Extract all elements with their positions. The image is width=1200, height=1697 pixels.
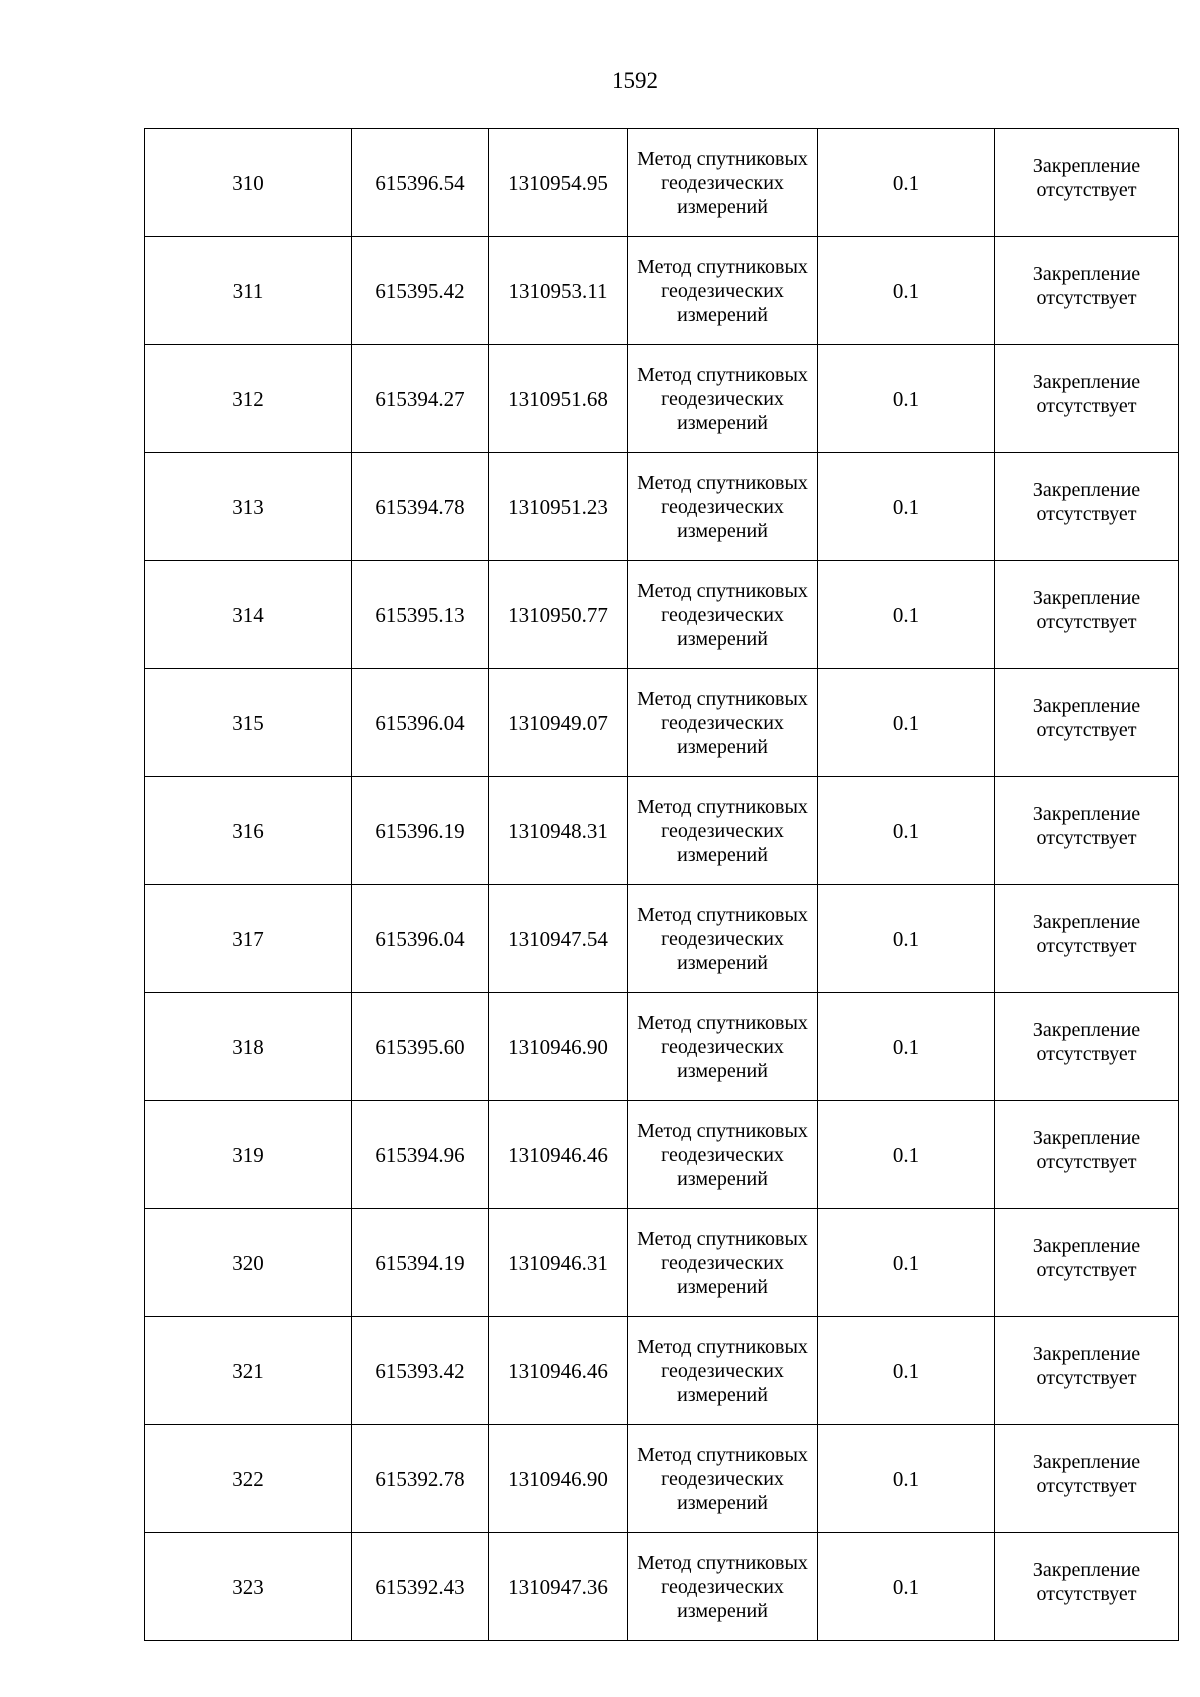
- accuracy-cell: [818, 237, 995, 345]
- table-row: [145, 1209, 1179, 1317]
- fixing-cell: [995, 1101, 1179, 1209]
- method-cell: [628, 669, 818, 777]
- x-coordinate-cell: [352, 669, 489, 777]
- x-coordinate: 615395.60: [375, 1034, 465, 1059]
- table-row: [145, 1101, 1179, 1209]
- x-coordinate-cell: [352, 237, 489, 345]
- fixing-text: Закрепление отсутствует: [1032, 694, 1141, 741]
- x-coordinate-cell: [352, 885, 489, 993]
- table-row: [145, 1533, 1179, 1641]
- x-coordinate: 615394.27: [375, 386, 465, 411]
- y-coordinate: 1310951.23: [508, 494, 608, 519]
- y-coordinate: 1310948.31: [508, 818, 608, 843]
- accuracy-value: 0.1: [892, 1574, 920, 1599]
- point-number-cell: [145, 561, 352, 669]
- fixing-text: Закрепление отсутствует: [1032, 478, 1141, 525]
- accuracy-cell: [818, 1209, 995, 1317]
- y-coordinate: 1310946.90: [508, 1034, 608, 1059]
- point-number: 317: [232, 926, 264, 951]
- fixing-cell: [995, 1425, 1179, 1533]
- point-number-cell: [145, 885, 352, 993]
- x-coordinate: 615394.19: [375, 1250, 465, 1275]
- accuracy-cell: [818, 1317, 995, 1425]
- fixing-text: Закрепление отсутствует: [1032, 910, 1141, 957]
- y-coordinate: 1310947.36: [508, 1574, 608, 1599]
- method-text: Метод спутниковых геодезических измерений: [637, 1227, 808, 1298]
- table-row: [145, 345, 1179, 453]
- method-text: Метод спутниковых геодезических измерений: [637, 363, 808, 434]
- x-coordinate-cell: [352, 993, 489, 1101]
- x-coordinate-cell: [352, 453, 489, 561]
- accuracy-value: 0.1: [892, 602, 920, 627]
- point-number: 323: [232, 1574, 264, 1599]
- coordinates-table: [144, 128, 1179, 1641]
- x-coordinate: 615394.96: [375, 1142, 465, 1167]
- y-coordinate-cell: [489, 1209, 628, 1317]
- table-row: [145, 1425, 1179, 1533]
- x-coordinate-cell: [352, 1209, 489, 1317]
- point-number: 311: [232, 278, 264, 303]
- fixing-cell: [995, 1317, 1179, 1425]
- accuracy-value: 0.1: [892, 818, 920, 843]
- y-coordinate-cell: [489, 777, 628, 885]
- method-text: Метод спутниковых геодезических измерений: [637, 1551, 808, 1622]
- x-coordinate-cell: [352, 561, 489, 669]
- fixing-text: Закрепление отсутствует: [1032, 1018, 1141, 1065]
- accuracy-value: 0.1: [892, 386, 920, 411]
- y-coordinate-cell: [489, 1533, 628, 1641]
- point-number: 316: [232, 818, 264, 843]
- y-coordinate: 1310950.77: [508, 602, 608, 627]
- fixing-cell: [995, 453, 1179, 561]
- method-cell: [628, 1209, 818, 1317]
- method-text: Метод спутниковых геодезических измерений: [637, 1011, 808, 1082]
- fixing-cell: [995, 129, 1179, 237]
- fixing-text: Закрепление отсутствует: [1032, 1450, 1141, 1497]
- accuracy-value: 0.1: [892, 1466, 920, 1491]
- fixing-cell: [995, 777, 1179, 885]
- point-number: 318: [232, 1034, 264, 1059]
- point-number: 319: [232, 1142, 264, 1167]
- method-text: Метод спутниковых геодезических измерений: [637, 147, 808, 218]
- accuracy-value: 0.1: [892, 1034, 920, 1059]
- point-number-cell: [145, 669, 352, 777]
- x-coordinate: 615396.04: [375, 926, 465, 951]
- method-text: Метод спутниковых геодезических измерений: [637, 255, 808, 326]
- y-coordinate-cell: [489, 885, 628, 993]
- fixing-cell: [995, 1209, 1179, 1317]
- accuracy-cell: [818, 777, 995, 885]
- accuracy-value: 0.1: [892, 278, 920, 303]
- fixing-text: Закрепление отсутствует: [1032, 370, 1141, 417]
- point-number-cell: [145, 1101, 352, 1209]
- method-cell: [628, 1425, 818, 1533]
- x-coordinate: 615396.19: [375, 818, 465, 843]
- x-coordinate: 615392.43: [375, 1574, 465, 1599]
- y-coordinate-cell: [489, 561, 628, 669]
- y-coordinate: 1310954.95: [508, 170, 608, 195]
- fixing-cell: [995, 885, 1179, 993]
- x-coordinate-cell: [352, 1317, 489, 1425]
- x-coordinate: 615395.13: [375, 602, 465, 627]
- point-number: 314: [232, 602, 264, 627]
- x-coordinate: 615396.54: [375, 170, 465, 195]
- method-cell: [628, 561, 818, 669]
- table-row: [145, 993, 1179, 1101]
- x-coordinate: 615395.42: [375, 278, 465, 303]
- point-number-cell: [145, 993, 352, 1101]
- x-coordinate-cell: [352, 1101, 489, 1209]
- accuracy-cell: [818, 345, 995, 453]
- point-number: 321: [232, 1358, 264, 1383]
- fixing-cell: [995, 993, 1179, 1101]
- point-number: 310: [232, 170, 264, 195]
- point-number: 322: [232, 1466, 264, 1491]
- x-coordinate-cell: [352, 1425, 489, 1533]
- accuracy-value: 0.1: [892, 1358, 920, 1383]
- table-row: [145, 129, 1179, 237]
- coordinates-table-body: [145, 129, 1179, 1641]
- accuracy-value: 0.1: [892, 170, 920, 195]
- y-coordinate-cell: [489, 237, 628, 345]
- accuracy-cell: [818, 885, 995, 993]
- accuracy-cell: [818, 453, 995, 561]
- table-row: [145, 885, 1179, 993]
- fixing-cell: [995, 561, 1179, 669]
- table-row: [145, 237, 1179, 345]
- method-cell: [628, 237, 818, 345]
- fixing-cell: [995, 1533, 1179, 1641]
- accuracy-cell: [818, 1101, 995, 1209]
- fixing-cell: [995, 237, 1179, 345]
- method-cell: [628, 1317, 818, 1425]
- y-coordinate-cell: [489, 129, 628, 237]
- y-coordinate-cell: [489, 993, 628, 1101]
- method-cell: [628, 777, 818, 885]
- y-coordinate: 1310951.68: [508, 386, 608, 411]
- x-coordinate: 615396.04: [375, 710, 465, 735]
- accuracy-value: 0.1: [892, 710, 920, 735]
- accuracy-cell: [818, 561, 995, 669]
- method-cell: [628, 129, 818, 237]
- method-text: Метод спутниковых геодезических измерений: [637, 1335, 808, 1406]
- point-number-cell: [145, 1209, 352, 1317]
- method-text: Метод спутниковых геодезических измерений: [637, 903, 808, 974]
- method-text: Метод спутниковых геодезических измерений: [637, 579, 808, 650]
- fixing-text: Закрепление отсутствует: [1032, 1558, 1141, 1605]
- accuracy-value: 0.1: [892, 1142, 920, 1167]
- fixing-text: Закрепление отсутствует: [1032, 262, 1141, 309]
- fixing-cell: [995, 669, 1179, 777]
- accuracy-cell: [818, 669, 995, 777]
- method-text: Метод спутниковых геодезических измерений: [637, 1119, 808, 1190]
- point-number-cell: [145, 777, 352, 885]
- point-number-cell: [145, 129, 352, 237]
- y-coordinate-cell: [489, 1425, 628, 1533]
- y-coordinate-cell: [489, 1317, 628, 1425]
- y-coordinate-cell: [489, 345, 628, 453]
- method-cell: [628, 345, 818, 453]
- point-number-cell: [145, 345, 352, 453]
- method-text: Метод спутниковых геодезических измерений: [637, 687, 808, 758]
- accuracy-cell: [818, 993, 995, 1101]
- point-number-cell: [145, 1533, 352, 1641]
- table-row: [145, 777, 1179, 885]
- table-row: [145, 561, 1179, 669]
- fixing-text: Закрепление отсутствует: [1032, 586, 1141, 633]
- point-number: 313: [232, 494, 264, 519]
- point-number-cell: [145, 1425, 352, 1533]
- x-coordinate-cell: [352, 345, 489, 453]
- point-number: 320: [232, 1250, 264, 1275]
- table-row: [145, 669, 1179, 777]
- y-coordinate: 1310949.07: [508, 710, 608, 735]
- y-coordinate: 1310953.11: [508, 278, 608, 303]
- method-cell: [628, 453, 818, 561]
- fixing-text: Закрепление отсутствует: [1032, 1234, 1141, 1281]
- fixing-text: Закрепление отсутствует: [1032, 1342, 1141, 1389]
- method-cell: [628, 1101, 818, 1209]
- point-number: 315: [232, 710, 264, 735]
- accuracy-value: 0.1: [892, 494, 920, 519]
- point-number: 312: [232, 386, 264, 411]
- table-row: [145, 1317, 1179, 1425]
- accuracy-value: 0.1: [892, 1250, 920, 1275]
- y-coordinate: 1310946.46: [508, 1142, 608, 1167]
- x-coordinate: 615393.42: [375, 1358, 465, 1383]
- point-number-cell: [145, 237, 352, 345]
- fixing-text: Закрепление отсутствует: [1032, 802, 1141, 849]
- method-text: Метод спутниковых геодезических измерений: [637, 471, 808, 542]
- y-coordinate: 1310946.31: [508, 1250, 608, 1275]
- y-coordinate: 1310946.90: [508, 1466, 608, 1491]
- accuracy-value: 0.1: [892, 926, 920, 951]
- y-coordinate-cell: [489, 669, 628, 777]
- accuracy-cell: [818, 129, 995, 237]
- x-coordinate-cell: [352, 129, 489, 237]
- y-coordinate: 1310947.54: [508, 926, 608, 951]
- page-number: 1592: [612, 68, 658, 93]
- accuracy-cell: [818, 1533, 995, 1641]
- method-cell: [628, 1533, 818, 1641]
- fixing-text: Закрепление отсутствует: [1032, 154, 1141, 201]
- point-number-cell: [145, 453, 352, 561]
- method-cell: [628, 993, 818, 1101]
- table-row: [145, 453, 1179, 561]
- fixing-text: Закрепление отсутствует: [1032, 1126, 1141, 1173]
- accuracy-cell: [818, 1425, 995, 1533]
- y-coordinate-cell: [489, 453, 628, 561]
- y-coordinate: 1310946.46: [508, 1358, 608, 1383]
- method-cell: [628, 885, 818, 993]
- method-text: Метод спутниковых геодезических измерений: [637, 1443, 808, 1514]
- point-number-cell: [145, 1317, 352, 1425]
- x-coordinate: 615392.78: [375, 1466, 465, 1491]
- x-coordinate-cell: [352, 1533, 489, 1641]
- x-coordinate-cell: [352, 777, 489, 885]
- method-text: Метод спутниковых геодезических измерений: [637, 795, 808, 866]
- x-coordinate: 615394.78: [375, 494, 465, 519]
- fixing-cell: [995, 345, 1179, 453]
- y-coordinate-cell: [489, 1101, 628, 1209]
